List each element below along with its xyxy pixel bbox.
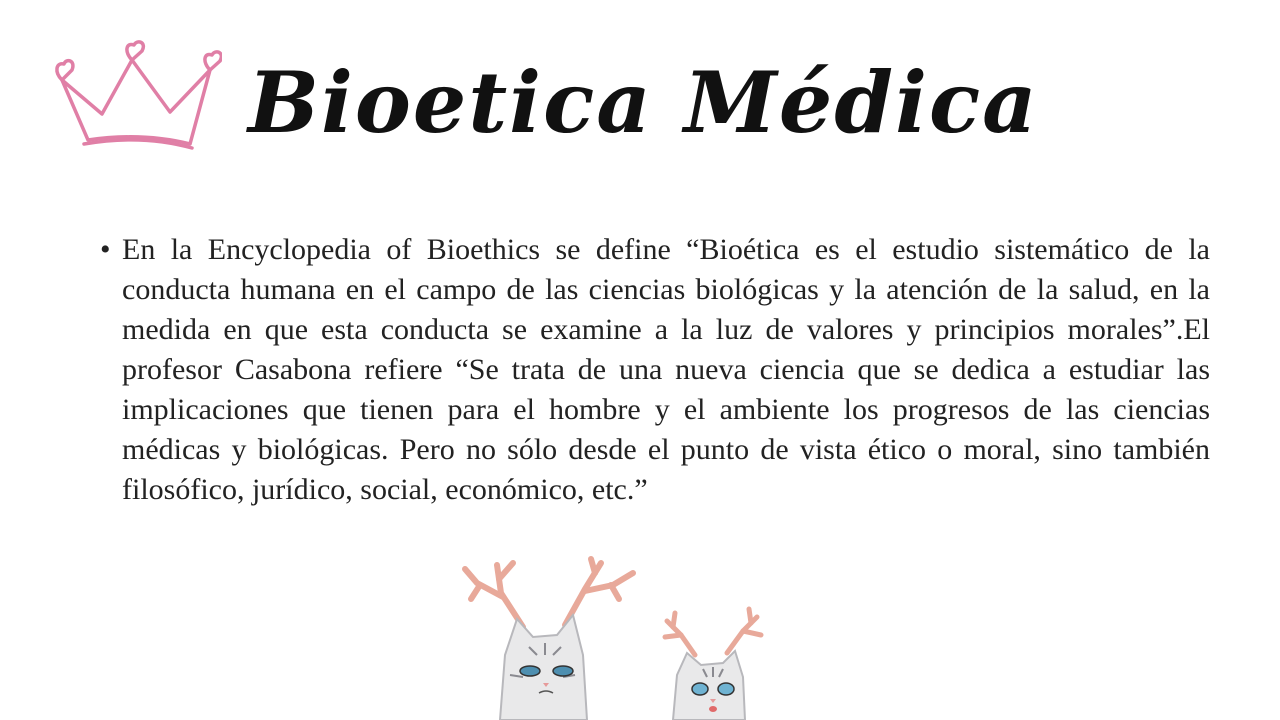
cats-with-antlers-illustration [405, 555, 845, 720]
bullet-dot: • [100, 233, 111, 266]
slide-title: Bioetica Médica [248, 53, 1039, 152]
bullet-list [100, 230, 1210, 510]
bullet-item [100, 230, 1210, 510]
bullet-text: En la Encyclopedia of Bioethics se define “Bioética es el estudio sistemático de la conducta humana en el campo de las ciencias biológicas y la atención de la salud, en la medida en que esta conducta se examine a la luz de valores y principios morales”.El profesor Casabona refiere “Se trata de una nueva ciencia que se dedica a estudiar las implicaciones que tienen para el hombre y el ambiente los progresos de las ciencias médicas y biológicas. Pero no sólo desde el punto de vista ético o moral, sino también filosófico, jurídico, social, económico, etc.” [122, 233, 1210, 506]
crown-icon [52, 40, 222, 150]
